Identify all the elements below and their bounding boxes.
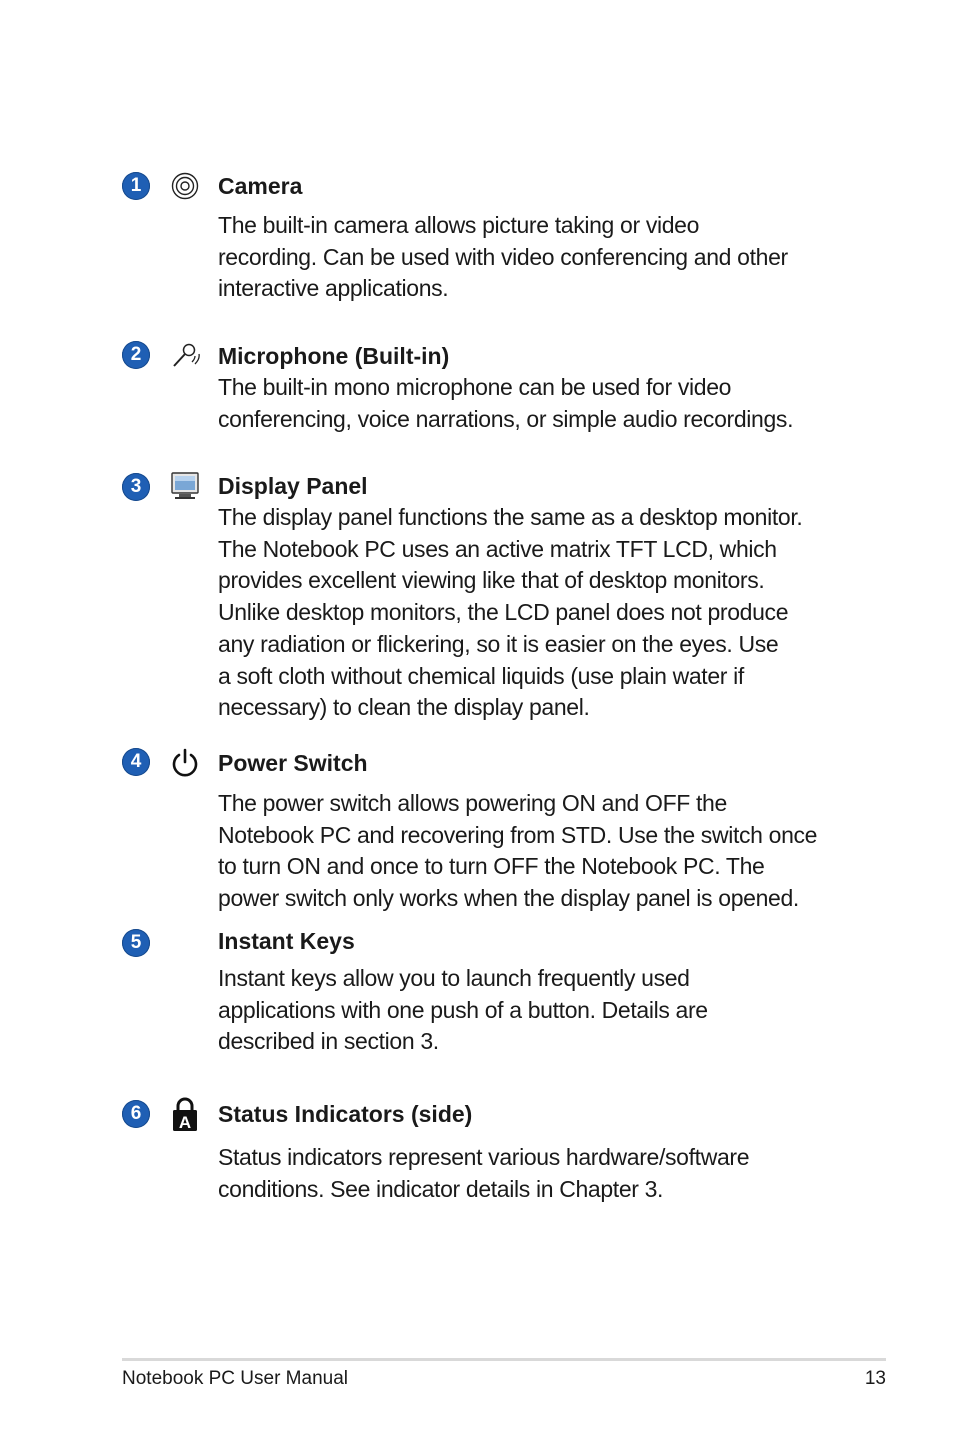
number-badge: 3 xyxy=(122,473,150,501)
microphone-icon xyxy=(170,340,200,370)
svg-text:A: A xyxy=(178,1113,192,1132)
number-badge: 1 xyxy=(122,172,150,200)
item-description: The built-in mono microphone can be used for video conferencing, voice narrations, or simple audio recordings. xyxy=(218,374,794,432)
camera-icon xyxy=(170,171,200,201)
item-title: Display Panel xyxy=(218,473,368,499)
footer-divider xyxy=(122,1358,886,1361)
caps-lock-icon xyxy=(170,1096,200,1132)
item-description: The power switch allows powering ON and OFF the Notebook PC and recovering from STD. Use the switch once to turn ON and once to turn OFF the Notebook PC. The power switch only works when the display panel is opened. xyxy=(218,790,818,912)
item-title: Instant Keys xyxy=(218,928,355,954)
item-description: The built-in camera allows picture taking or video recording. Can be used with video conferencing and other interactive applications. xyxy=(218,212,788,302)
item-description: Status indicators represent various hardware/software conditions. See indicator details in Chapter 3. xyxy=(218,1144,750,1202)
item-title: Microphone (Built-in) xyxy=(218,343,450,369)
number-badge: 6 xyxy=(122,1100,150,1128)
item-title: Power Switch xyxy=(218,750,368,776)
footer-manual-title: Notebook PC User Manual xyxy=(122,1368,348,1389)
item-description: Instant keys allow you to launch frequently used applications with one push of a button. Details are described in section 3. xyxy=(218,965,708,1055)
power-icon xyxy=(170,748,200,778)
display-panel-icon xyxy=(170,471,200,501)
number-badge: 4 xyxy=(122,748,150,776)
page-number: 13 xyxy=(864,1368,886,1389)
item-description: The display panel functions the same as a desktop monitor. The Notebook PC uses an active matrix TFT LCD, which provides excellent viewing like that of desktop monitors. Unlike desktop monitors, the LCD panel does not produce any radiation or flickering, so it is easier on the eyes. Use a soft cloth without chemical liquids (use plain water if necessary) to clean the display panel. xyxy=(218,504,803,721)
item-title: Status Indicators (side) xyxy=(218,1101,473,1127)
number-badge: 5 xyxy=(122,929,150,957)
item-title: Camera xyxy=(218,173,303,199)
number-badge: 2 xyxy=(122,341,150,369)
